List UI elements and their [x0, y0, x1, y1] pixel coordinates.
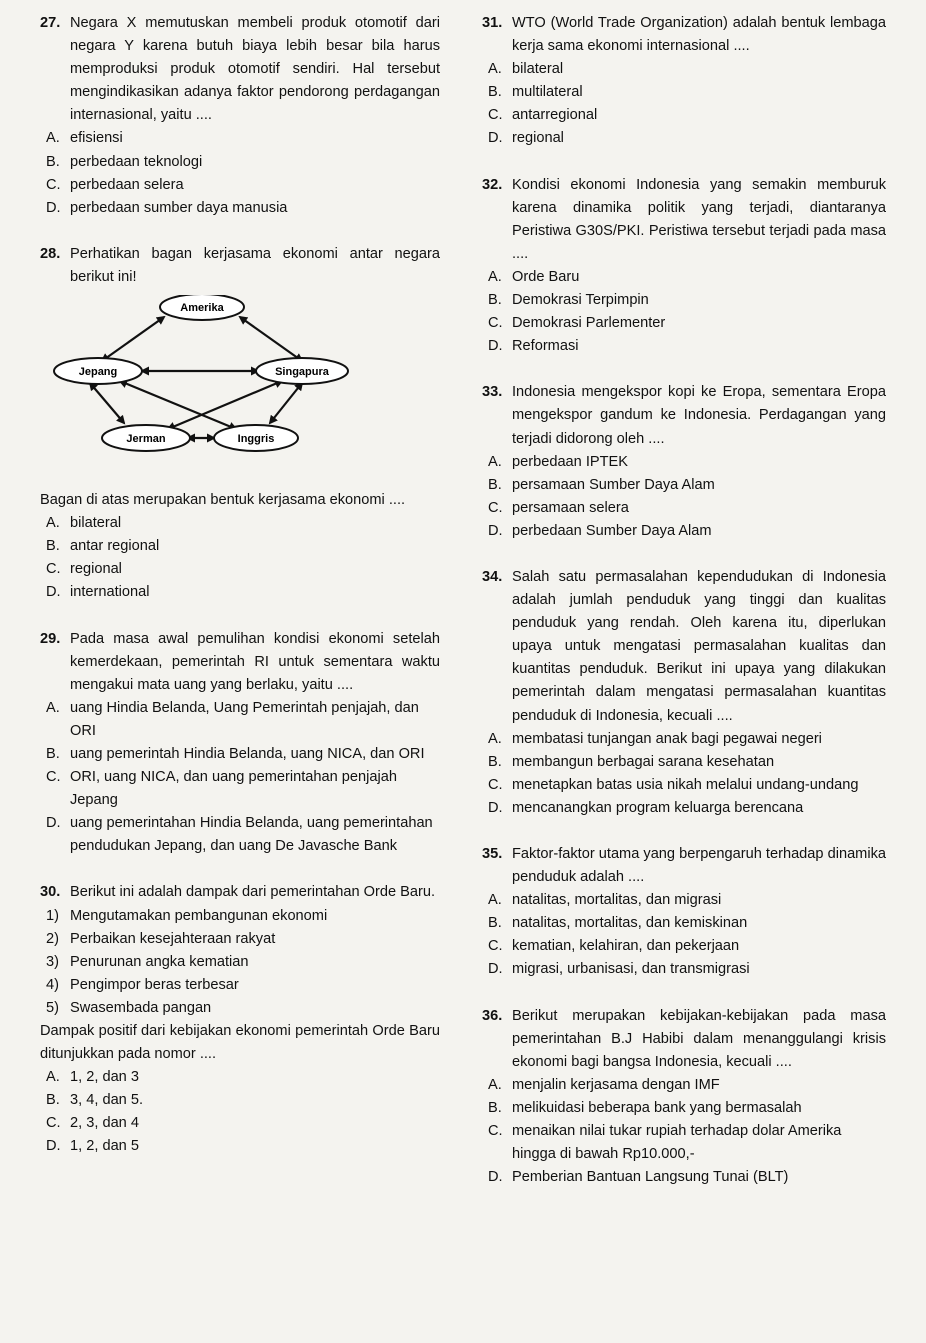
- option-a[interactable]: A. bilateral: [488, 61, 564, 78]
- question-text: Indonesia mengekspor kopi ke Eropa, sementara Eropa mengekspor gandum ke Indonesia. Perdagangan yang terjadi didorong oleh ....: [512, 384, 886, 447]
- option-a[interactable]: A. uang Hindia Belanda, Uang Pemerintah penjajah, dan ORI: [46, 699, 419, 739]
- option-a[interactable]: A. efisiensi: [46, 130, 123, 147]
- option-d[interactable]: D. perbedaan sumber daya manusia: [46, 199, 288, 216]
- cooperation-diagram: [40, 295, 440, 485]
- question-text: Faktor-faktor utama yang berpengaruh terhadap dinamika penduduk adalah ....: [512, 846, 886, 886]
- question-text: Berikut ini adalah dampak dari pemerintahan Orde Baru.: [70, 884, 436, 901]
- option-b[interactable]: B. membangun berbagai sarana kesehatan: [488, 753, 775, 770]
- node-label-jerman: Jerman: [126, 433, 166, 446]
- question-number: 34.: [482, 568, 503, 585]
- question-followup-text: Dampak positif dari kebijakan ekonomi pemerintah Orde Baru ditunjukkan pada nomor ....: [40, 1023, 440, 1063]
- question-number: 33.: [482, 384, 503, 401]
- option-c[interactable]: C. perbedaan selera: [46, 176, 184, 193]
- node-label-singapura: Singapura: [275, 366, 329, 379]
- question-28: [40, 243, 440, 605]
- node-label-jepang: Jepang: [78, 366, 118, 379]
- option-a[interactable]: A. perbedaan IPTEK: [488, 453, 629, 470]
- link-amerika-jepang: [102, 317, 164, 361]
- question-text: Pada masa awal pemulihan kondisi ekonomi setelah kemerdekaan, pemerintah RI untuk sementara waktu mengakui mata uang yang berlaku, yaitu ....: [70, 630, 440, 693]
- option-c[interactable]: C. 2, 3, dan 4: [46, 1115, 139, 1132]
- question-number: 36.: [482, 1007, 503, 1024]
- option-a[interactable]: A. menjalin kerjasama dengan IMF: [488, 1076, 720, 1093]
- question-text: Berikut merupakan kebijakan-kebijakan pada masa pemerintahan B.J Habibi dalam menanggulangi krisis ekonomi bagi bangsa Indonesia, kecuali ....: [512, 1007, 886, 1070]
- list-item: 1) Mengutamakan pembangunan ekonomi: [46, 907, 328, 924]
- option-a[interactable]: A. natalitas, mortalitas, dan migrasi: [488, 892, 722, 909]
- list-item: 4) Pengimpor beras terbesar: [46, 976, 239, 993]
- option-b[interactable]: B. antar regional: [46, 538, 160, 555]
- option-b[interactable]: B. Demokrasi Terpimpin: [488, 292, 649, 309]
- question-text: Perhatikan bagan kerjasama ekonomi antar negara berikut ini!: [70, 245, 440, 285]
- list-item: 2) Perbaikan kesejahteraan rakyat: [46, 930, 276, 947]
- option-c[interactable]: C. antarregional: [488, 107, 598, 124]
- question-32: [482, 174, 886, 359]
- question-33: [482, 381, 886, 543]
- link-singapura-jerman: [168, 381, 282, 429]
- list-item: 3) Penurunan angka kematian: [46, 953, 249, 970]
- question-number: 30.: [40, 884, 61, 901]
- option-b[interactable]: B. 3, 4, dan 5.: [46, 1092, 144, 1109]
- option-c[interactable]: C. ORI, uang NICA, dan uang pemerintahan penjajah Jepang: [46, 769, 397, 809]
- question-36: [482, 1005, 886, 1190]
- question-35: [482, 843, 886, 982]
- question-number: 32.: [482, 176, 503, 193]
- question-34: [482, 566, 886, 820]
- link-amerika-singapura: [240, 317, 302, 361]
- question-31: [482, 12, 886, 151]
- question-number: 27.: [40, 15, 61, 31]
- option-d[interactable]: D. regional: [488, 130, 564, 147]
- question-followup-text: Bagan di atas merupakan bentuk kerjasama ekonomi ....: [40, 492, 406, 509]
- option-a[interactable]: A. bilateral: [46, 515, 122, 532]
- question-29: [40, 628, 440, 859]
- right-column: [482, 12, 886, 1189]
- option-b[interactable]: B. melikuidasi beberapa bank yang bermasalah: [488, 1099, 802, 1116]
- option-d[interactable]: D. migrasi, urbanisasi, dan transmigrasi: [488, 961, 750, 978]
- option-c[interactable]: C. persamaan selera: [488, 499, 629, 516]
- question-number: 29.: [40, 630, 61, 647]
- left-column: [40, 12, 440, 1159]
- question-text: WTO (World Trade Organization) adalah bentuk lembaga kerja sama ekonomi internasional ....: [512, 15, 886, 55]
- question-text: Kondisi ekonomi Indonesia yang semakin memburuk karena dinamika politik yang terjadi, diantaranya Peristiwa G30S/PKI. Peristiwa tersebut terjadi pada masa ....: [512, 176, 886, 262]
- option-c[interactable]: C. regional: [46, 561, 122, 578]
- question-27: [40, 12, 440, 220]
- option-d[interactable]: D. Reformasi: [488, 338, 579, 355]
- option-c[interactable]: C. menetapkan batas usia nikah melalui undang-undang: [488, 776, 859, 793]
- diagram-svg: [40, 295, 440, 485]
- link-jepang-jerman: [90, 383, 124, 423]
- option-d[interactable]: D. Pemberian Bantuan Langsung Tunai (BLT): [488, 1169, 789, 1186]
- option-c[interactable]: C. menaikan nilai tukar rupiah terhadap dolar Amerika hingga di bawah Rp10.000,-: [488, 1123, 842, 1163]
- question-30: [40, 881, 440, 1158]
- option-a[interactable]: A. membatasi tunjangan anak bagi pegawai negeri: [488, 730, 822, 747]
- option-b[interactable]: B. uang pemerintah Hindia Belanda, uang NICA, dan ORI: [46, 745, 425, 762]
- option-d[interactable]: D. perbedaan Sumber Daya Alam: [488, 522, 712, 539]
- node-label-inggris: Inggris: [237, 433, 275, 446]
- option-b[interactable]: B. multilateral: [488, 84, 583, 101]
- option-d[interactable]: D. uang pemerintahan Hindia Belanda, uang pemerintahan pendudukan Jepang, dan uang De Javasche Bank: [46, 815, 433, 855]
- option-d[interactable]: D. international: [46, 584, 150, 601]
- option-d[interactable]: D. mencanangkan program keluarga berencana: [488, 799, 804, 816]
- question-number: 31.: [482, 15, 503, 31]
- option-b[interactable]: B. natalitas, mortalitas, dan kemiskinan: [488, 915, 748, 932]
- option-a[interactable]: A. Orde Baru: [488, 268, 580, 285]
- option-b[interactable]: B. persamaan Sumber Daya Alam: [488, 476, 715, 493]
- question-number: 35.: [482, 846, 503, 862]
- link-jepang-inggris: [120, 381, 236, 429]
- question-number: 28.: [40, 245, 61, 262]
- option-a[interactable]: A. 1, 2, dan 3: [46, 1069, 139, 1086]
- question-text: Salah satu permasalahan kependudukan di Indonesia adalah jumlah penduduk yang tinggi dan kualitas penduduk yang rendah. Oleh karena itu, diperlukan upaya untuk mengatasi permasalahan kualitas dan kuantitas penduduk. Berikut ini upaya yang dilakukan pemerintah dalam mengatasi permasalahan kuantitas penduduk di Indonesia, kecuali ....: [512, 568, 886, 724]
- node-label-amerika: Amerika: [180, 302, 224, 315]
- list-item: 5) Swasembada pangan: [46, 999, 212, 1016]
- option-b[interactable]: B. perbedaan teknologi: [46, 153, 203, 170]
- option-c[interactable]: C. kematian, kelahiran, dan pekerjaan: [488, 938, 740, 955]
- link-singapura-inggris: [270, 383, 302, 423]
- question-text: Negara X memutuskan membeli produk otomotif dari negara Y karena butuh biaya lebih besar bila harus memproduksi produk otomotif sendiri. Hal tersebut mengindikasikan adanya faktor pendorong perdagangan internasional, yaitu ....: [70, 15, 440, 124]
- option-d[interactable]: D. 1, 2, dan 5: [46, 1138, 139, 1155]
- option-c[interactable]: C. Demokrasi Parlementer: [488, 315, 666, 332]
